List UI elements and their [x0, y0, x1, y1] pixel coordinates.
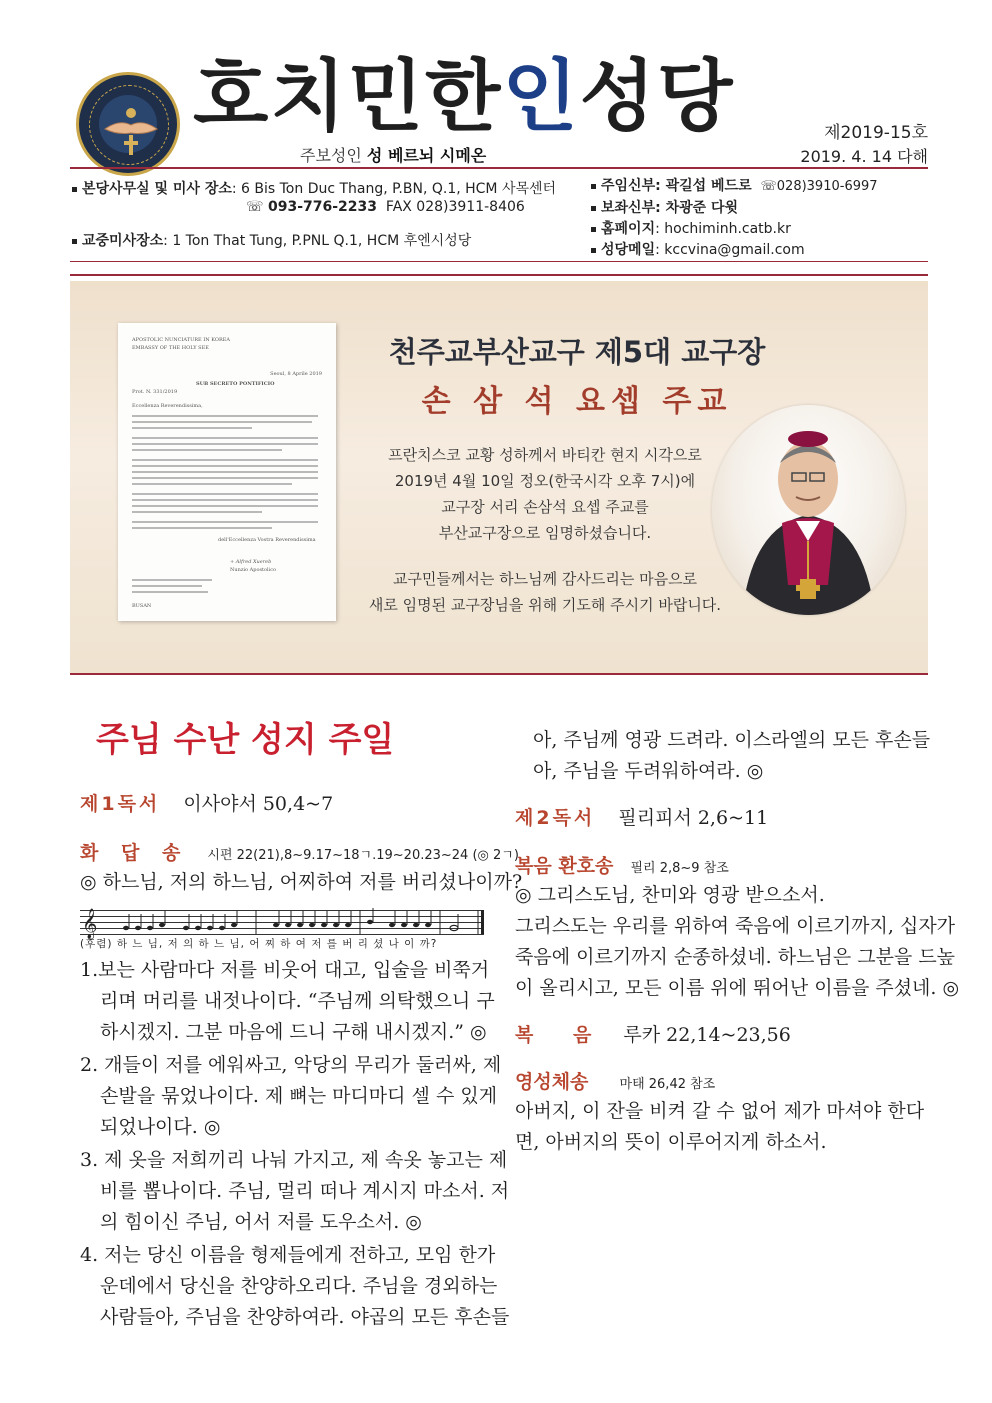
homepage-value[interactable]: : hochiminh.catb.kr [655, 221, 791, 237]
title-part1: 호치민한 [193, 51, 503, 142]
assistant-info [591, 197, 738, 217]
acclamation-ref: 필리 2,8~9 참조 [630, 861, 729, 876]
title-part2: 성당 [579, 51, 735, 142]
square-bullet-icon [72, 239, 77, 244]
banner-paragraph-line: 교구장 서리 손삼석 요셉 주교를 [441, 498, 649, 516]
acclamation-label: 복음 환호송 [515, 855, 614, 877]
banner-title: 천주교부산교구 제5대 교구장 [388, 335, 766, 369]
letter-line [132, 449, 282, 451]
school-label: 교중미사장소 [82, 233, 164, 249]
letter-prot: Prot. N. 331/2019 [132, 389, 178, 395]
letter-line [132, 505, 318, 507]
letter-line [132, 421, 312, 423]
psalm-verse4-cont-line1: 아, 주님께 영광 드려라. 이스라엘의 모든 후손들 [533, 729, 931, 751]
letter-line [132, 459, 318, 461]
banner-paragraph-line: 새로 임명된 교구장님을 위해 기도해 주시기 바랍니다. [368, 596, 722, 614]
psalm-verse4-line3: 사람들아, 주님을 찬양하여라. 야곱의 모든 후손들 [100, 1306, 510, 1328]
gospel-ref: 루카 22,14~23,56 [623, 1024, 791, 1046]
letter-header: APOSTOLIC NUNCIATURE IN KOREA [132, 337, 230, 343]
office-label: 본당사무실 및 미사 장소 [82, 181, 232, 197]
church-hand-cross-emblem-icon [79, 75, 183, 179]
letter-line [132, 477, 318, 479]
homepage-label: 홈페이지 [601, 221, 656, 237]
letter-greeting: Eccellenza Reverendissima, [132, 403, 203, 409]
office-phone: 093-776-2233 [267, 199, 378, 215]
letter-line [132, 493, 318, 495]
office-info [72, 178, 556, 198]
title-dot: 인 [502, 51, 580, 142]
office-phone-line [246, 199, 525, 215]
psalm-verse4-line2: 운데에서 당신을 찬양하오리다. 주님을 경외하는 [100, 1275, 498, 1297]
communion-ref: 마태 26,42 참조 [619, 1077, 716, 1092]
email-label: 성당메일 [601, 242, 656, 258]
communion-heading [515, 1067, 715, 1094]
letter-line [132, 591, 208, 593]
banner-paragraph-line: 부산교구장으로 임명하셨습니다. [438, 524, 652, 542]
reading1-label: 제1독서 [80, 793, 161, 815]
gospel-label: 복 음 [515, 1024, 592, 1046]
letter-recipient: BUSAN [132, 603, 152, 609]
psalm-verse1-line3: 하시겠지. 그분 마음에 드니 구해 내시겠지.” ◎ [100, 1021, 487, 1043]
header-rule-top [70, 167, 928, 169]
assistant-name: : 차광준 다윗 [655, 200, 739, 216]
acclamation-line3: 죽음에 이르기까지 순종하셨네. 하느님은 그분을 드높 [515, 946, 956, 968]
psalm-verse3-line1: 3. 제 옷을 저희끼리 나눠 가지고, 제 속옷 놓고는 제 [80, 1149, 508, 1171]
communion-label: 영성체송 [515, 1071, 589, 1093]
letter-date: Seoul, 8 Aprile 2019 [270, 371, 322, 377]
letter-title: SUB SECRETO PONTIFICIO [196, 381, 275, 387]
psalm-verse2-line1: 2. 개들이 저를 에워싸고, 악당의 무리가 둘러싸, 제 [80, 1054, 502, 1076]
acclamation-line2: 그리스도는 우리를 위하여 죽음에 이르기까지, 십자가 [515, 915, 956, 937]
banner-subtitle: 손 삼 석 요셉 주교 [421, 384, 733, 419]
bishop-portrait [712, 405, 905, 615]
psalm-label: 화 답 송 [80, 842, 189, 864]
acclamation-heading [515, 851, 729, 878]
square-bullet-icon [591, 248, 596, 253]
gospel-heading [515, 1020, 791, 1047]
email-info [591, 239, 805, 259]
issue-date: 2019. 4. 14 다해 [800, 147, 928, 166]
banner-rule-bottom [70, 673, 928, 675]
psalm-verse4-cont-line2: 아, 주님을 두려워하여라. ◎ [533, 760, 764, 782]
letter-line [132, 483, 292, 485]
letter-line [132, 437, 318, 439]
letter-line [132, 527, 272, 529]
psalm-verse3-line3: 의 힘이신 주님, 어서 저를 도우소서. ◎ [100, 1211, 422, 1233]
communion-line2: 면, 아버지의 뜻이 이루어지게 하소서. [515, 1131, 827, 1153]
office-address: : 6 Bis Ton Duc Thang, P.BN, Q.1, HCM 사목센터 [231, 181, 557, 197]
reading2-heading [515, 803, 768, 830]
reading1-ref: 이사야서 50,4~7 [183, 793, 334, 815]
letter-line [132, 585, 202, 587]
church-logo [76, 72, 180, 176]
letter-line [132, 415, 318, 417]
bishop-portrait-illustration [712, 405, 905, 615]
homepage-info [591, 218, 791, 238]
psalm-heading [80, 838, 519, 865]
letter-line [132, 579, 212, 581]
psalm-verse1-line1: 1.보는 사람마다 저를 비웃어 대고, 입술을 비쭉거 [80, 959, 490, 981]
banner-paragraph-line: 2019년 4월 10일 정오(한국시각 오후 7시)에 [394, 472, 696, 490]
patron-name: 성 베르뇌 시메온 [366, 146, 487, 165]
letter-line [132, 465, 318, 467]
patron-label: 주보성인 [300, 146, 362, 165]
letter-line [132, 471, 318, 473]
issue-number: 제2019-15호 [824, 123, 928, 143]
psalm-response: ◎ 하느님, 저의 하느님, 어찌하여 저를 버리셨나이까? [80, 871, 523, 893]
letter-line [132, 511, 262, 513]
psalm-verse1-line2: 리며 머리를 내젓나이다. “주님께 의탁했으니 구 [100, 990, 495, 1012]
school-info [72, 230, 471, 250]
email-value[interactable]: : kccvina@gmail.com [655, 242, 805, 258]
letter-line [132, 499, 318, 501]
psalm-verse4-line1: 4. 저는 당신 이름을 형제들에게 전하고, 모임 한가 [80, 1244, 496, 1266]
pastor-phone: 028)3910-6997 [776, 179, 878, 194]
phone-icon: ☏ [760, 179, 777, 194]
letter-signer: + Alfred Xuereb [230, 559, 272, 565]
patron-saint [300, 143, 486, 166]
office-fax: FAX 028)3911-8406 [385, 199, 525, 215]
assistant-label: 보좌신부 [601, 200, 656, 216]
banner-rule-top [70, 274, 928, 276]
banner-paragraph-line: 프란치스코 교황 성하께서 바티칸 현지 시각으로 [388, 446, 702, 464]
banner-paragraph-line: 교구민들께서는 하느님께 감사드리는 마음으로 [392, 570, 698, 588]
acclamation-line4: 이 올리시고, 모든 이름 위에 뛰어난 이름을 주셨네. ◎ [515, 977, 960, 999]
letter-line [132, 521, 318, 523]
school-address: : 1 Ton That Tung, P.PNL Q.1, HCM 후엔시성당 [163, 233, 472, 249]
psalm-verse2-line3: 되었나이다. ◎ [100, 1116, 221, 1138]
reading2-ref: 필리피서 2,6~11 [618, 807, 769, 829]
letter-subheader: EMBASSY OF THE HOLY SEE [132, 345, 209, 351]
reading2-label: 제2독서 [515, 807, 596, 829]
psalm-verse3-line2: 비를 뽑나이다. 주님, 멀리 떠나 계시지 마소서. 저 [100, 1180, 510, 1202]
psalm-ref: 시편 22(21),8~9.17~18ㄱ.19~20.23~24 (◎ 2ㄱ) [207, 848, 519, 863]
square-bullet-icon [72, 187, 77, 192]
square-bullet-icon [591, 227, 596, 232]
letter-line [132, 443, 318, 445]
square-bullet-icon [591, 184, 596, 189]
letter-line [132, 427, 252, 429]
communion-line1: 아버지, 이 잔을 비켜 갈 수 없어 제가 마셔야 한다 [515, 1100, 925, 1122]
staff-lyrics: (후렴) 하 느 님, 저 의 하 느 님, 어 찌 하 여 저 를 버 리 셨 나 이 까? [80, 938, 438, 950]
square-bullet-icon [591, 206, 596, 211]
pastor-name: : 곽길섭 베드로 [655, 178, 752, 194]
letter-closing: dell'Eccellenza Vostra Reverendissima [218, 537, 316, 543]
acclamation-line1: ◎ 그리스도님, 찬미와 영광 받으소서. [515, 884, 825, 906]
reading1-heading [80, 789, 333, 816]
psalm-verse2-line2: 손발을 묶었나이다. 제 뼈는 마디마디 셀 수 있게 [100, 1085, 498, 1107]
header-rule-bottom [70, 261, 928, 262]
letter-signer-role: Nunzio Apostolico [230, 567, 277, 573]
liturgy-title: 주님 수난 성지 주일 [96, 720, 395, 760]
pastor-label: 주임신부 [601, 178, 656, 194]
pastor-info [591, 175, 878, 195]
nunciature-letter-image [118, 323, 336, 621]
phone-icon: ☏ [246, 199, 264, 215]
svg-text:𝄞: 𝄞 [82, 909, 98, 939]
music-notes-icon [80, 906, 486, 940]
newsletter-title [193, 51, 735, 142]
